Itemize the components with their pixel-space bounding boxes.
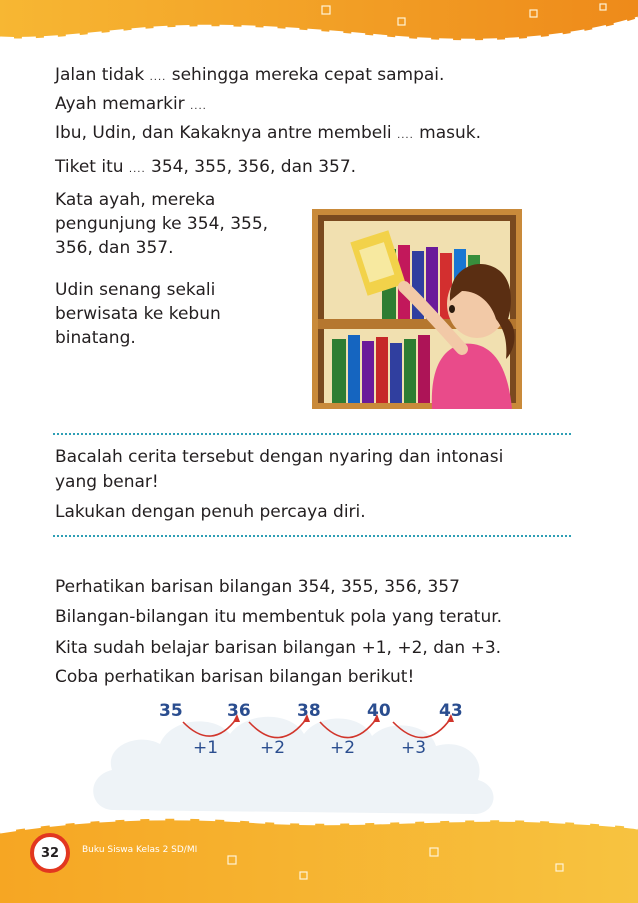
blank-dots: .... <box>190 101 207 112</box>
story-line-4-end: 354, 355, 356, dan 357. <box>145 157 357 177</box>
book-title-footer: Buku Siswa Kelas 2 SD/MI <box>82 845 198 855</box>
sequence-intro-line-2: Bilangan-bilangan itu membentuk pola yang teratur. <box>55 607 503 627</box>
bottom-decorative-band <box>0 808 638 903</box>
instruction-line-1: Bacalah cerita tersebut dengan nyaring dan intonasi <box>55 447 504 467</box>
story-line-1-start: Jalan tidak <box>55 65 150 85</box>
story-line-3-start: Ibu, Udin, dan Kakaknya antre membeli <box>55 123 398 143</box>
story-line-1-end: sehingga mereka cepat sampai. <box>166 65 445 85</box>
story-line-2-start: Ayah memarkir <box>55 94 191 114</box>
story-line-3-end: masuk. <box>413 123 482 143</box>
dotted-divider <box>53 433 571 435</box>
sequence-number: 35 <box>159 701 183 721</box>
top-decorative-band <box>0 0 638 48</box>
blank-dots: .... <box>128 164 146 175</box>
page-number-badge: 32 <box>30 833 70 873</box>
sequence-number: 43 <box>439 701 463 721</box>
sequence-number: 40 <box>367 701 391 721</box>
sequence-step: +2 <box>260 738 286 758</box>
sequence-intro-line-3: Kita sudah belajar barisan bilangan +1, +2, dan +3. <box>55 638 502 658</box>
story-line-3 <box>55 122 481 147</box>
story-line-4-start: Tiket itu <box>55 157 129 177</box>
dotted-divider <box>53 535 571 537</box>
story-line-4 <box>55 156 356 181</box>
blank-dots: .... <box>397 130 414 141</box>
girl-bookshelf-illustration <box>312 209 522 409</box>
sequence-step: +2 <box>330 738 356 758</box>
instruction-line-2: yang benar! <box>55 472 159 492</box>
instruction-line-3: Lakukan dengan penuh percaya diri. <box>55 502 366 522</box>
sequence-number: 38 <box>297 701 321 721</box>
story-line-2 <box>55 93 207 118</box>
story-line-1 <box>55 64 444 89</box>
story-paragraph-2: Udin senang sekali berwisata ke kebun binatang. <box>55 280 221 348</box>
sequence-step: +3 <box>401 738 427 758</box>
sequence-intro-line-1: Perhatikan barisan bilangan 354, 355, 356, 357 <box>55 577 460 597</box>
story-paragraph-1: Kata ayah, mereka pengunjung ke 354, 355, 356, dan 357. <box>55 190 269 258</box>
sequence-step: +1 <box>193 738 219 758</box>
sequence-intro-line-4: Coba perhatikan barisan bilangan berikut! <box>55 667 415 687</box>
sequence-number: 36 <box>227 701 251 721</box>
blank-dots: .... <box>149 72 167 83</box>
